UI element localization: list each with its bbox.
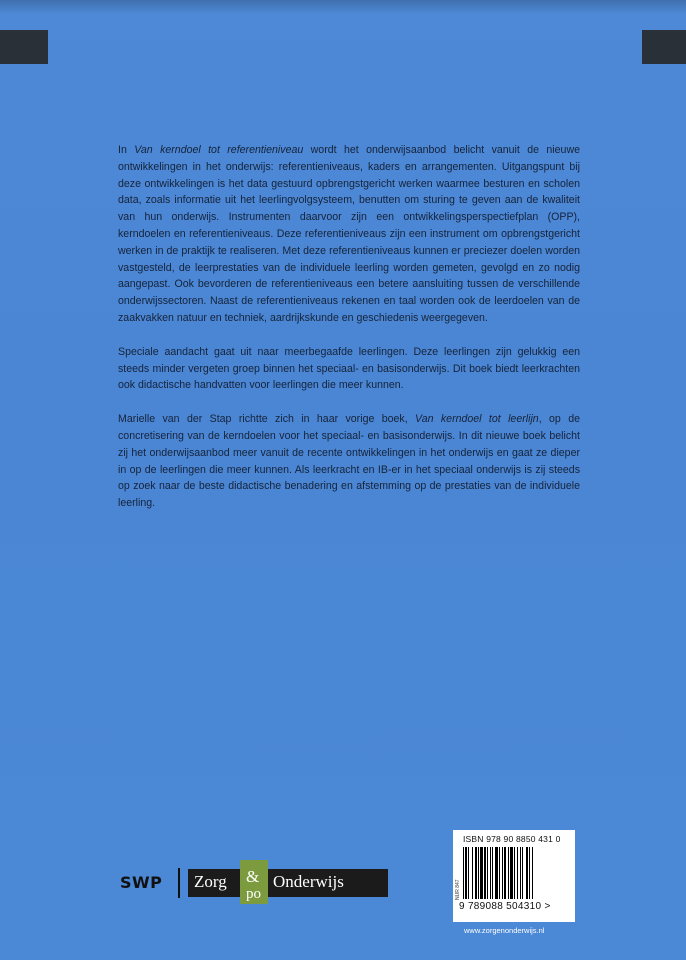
swp-logo: SWP	[120, 873, 163, 892]
logo-divider	[178, 868, 180, 898]
onderwijs-label: Onderwijs	[273, 872, 344, 891]
corner-tab-left	[0, 30, 48, 64]
po-label: po	[246, 886, 261, 902]
p1-book-title: Van kerndoel tot referentieniveau	[134, 144, 304, 156]
blurb-paragraph-1	[118, 142, 580, 327]
p3-rest: , op de concretisering van de kerndoelen voor het speciaal- en basisonderwijs. In dit nieuwe boek belicht zij het onderwijsaanbod meer vanuit de recente ontwikkelingen in het onderwijs en gaat ze dieper in op de leerlingen die meer kunnen. Als leerkracht en IB-er in het speciaal onderwijs is zij steeds op zoek naar de beste didactische benadering en afstemming op de prestaties van de individuele leerling.	[118, 413, 580, 510]
p3-intro: Marielle van der Stap richtte zich in haar vorige boek,	[118, 413, 416, 426]
ampersand-label: &	[246, 867, 260, 886]
barcode-panel	[453, 830, 575, 922]
publisher-logos	[120, 860, 390, 904]
barcode-stripe	[533, 847, 534, 899]
corner-tab-right	[642, 30, 686, 64]
p1-intro: In	[118, 144, 135, 156]
barcode-digit-text: 9 789088 504310	[459, 901, 542, 912]
blurb-paragraph-2: Speciale aandacht gaat uit naar meerbegaafde leerlingen. Deze leerlingen zijn gelukkig een steeds minder vergeten groep binnen het speciaal- en basisonderwijs. Dit boek biedt leerkrachten ook didactische handvatten voor leerlingen die meer kunnen.	[118, 345, 580, 392]
nur-code: NUR 847	[455, 879, 461, 900]
barcode-arrow: >	[544, 901, 551, 912]
website-url: www.zorgenonderwijs.nl	[464, 926, 545, 935]
blurb-paragraph-3	[118, 411, 580, 512]
zorg-label: Zorg	[194, 872, 227, 891]
barcode-bars	[463, 847, 567, 899]
p1-rest: wordt het onderwijsaanbod belicht vanuit de nieuwe ontwikkelingen in het onderwijs: referentieniveaus, kaders en arrangementen. Uitgangspunt bij deze ontwikkelingen is het data gestuurd opbrengstgericht werken waarmee besturen en scholen data, zoals informatie uit het leerlingvolgsysteem, benutten om sturing te geven aan de kwaliteit van hun onderwijs. Instrumenten daarvoor zijn een ontwikkelingsperspectiefplan (OPP), kerndoelen en referentieniveaus. Deze referentieniveaus zijn een instrument om opbrengstgericht werken in de praktijk te realiseren. Met deze referentieniveaus kunnen er preciezer doelen worden vastgesteld, de leerprestaties van de individuele leerling worden gemeten, gevolgd en zo nodig aangepast. Ook bevorderen de referentieniveaus een betere aansluiting tussen de verschillende onderwijssectoren. Naast de referentieniveaus rekenen en taal worden ook de leerdoelen van de zaakvakken natuur en techniek, aardrijkskunde en geschiedenis weergegeven.	[118, 144, 580, 324]
barcode-digits	[459, 901, 551, 912]
isbn-label: ISBN 978 90 8850 431 0	[463, 834, 561, 844]
p3-book-title: Van kerndoel tot leerlijn	[415, 413, 539, 426]
blurb-text	[118, 142, 580, 529]
